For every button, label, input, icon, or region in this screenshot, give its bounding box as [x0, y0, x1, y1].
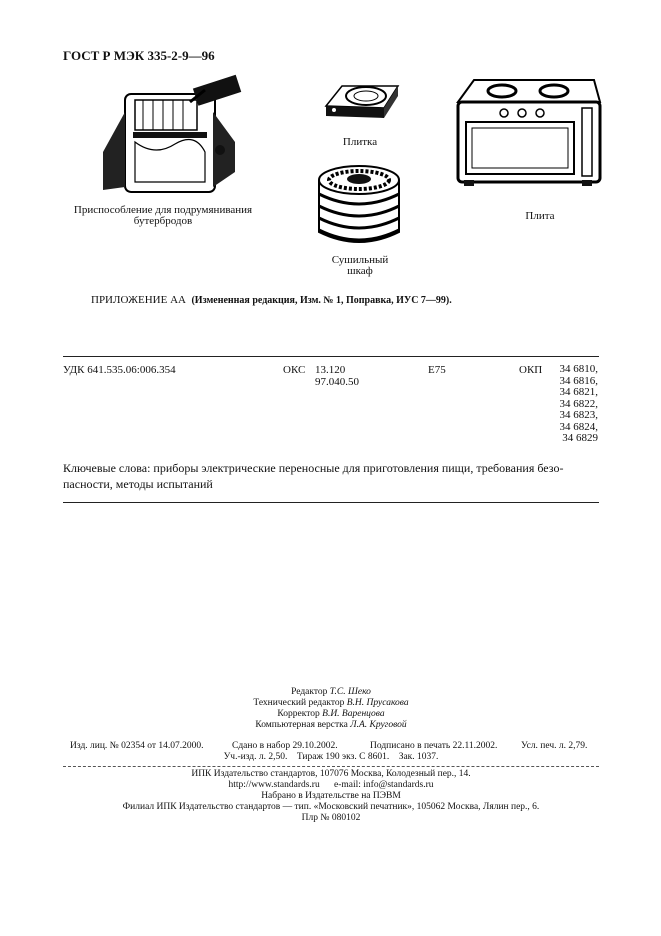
credit-layout [63, 720, 599, 730]
publisher-web: http://www.standards.ru [228, 780, 320, 790]
oks-label: ОКС [283, 364, 306, 376]
okp-code: 34 6816, [559, 374, 598, 387]
okp-code: 34 6821, [559, 386, 598, 398]
publisher-line-3: Набрано в Издательстве на ПЭВМ [261, 791, 401, 801]
toaster-caption-line-2: бутербродов [133, 215, 193, 227]
oks-code-1: 13.120 [315, 364, 346, 376]
credit-role: Редактор [291, 687, 328, 697]
okp-code-list [540, 364, 598, 445]
dryer-caption-line-2: шкаф [347, 265, 373, 277]
bottom-rule [63, 502, 599, 503]
publisher-line-1: ИПК Издательство стандартов, 107076 Москва, Колодезный пер., 14. [191, 769, 471, 779]
dashed-separator [63, 766, 599, 767]
toaster-caption-line-1: Приспособление для подрумянивания [73, 204, 253, 216]
credit-name: Л.А. Круговой [350, 720, 407, 730]
keywords-line-2: пасности, методы испытаний [63, 477, 213, 491]
credit-role: Компьютерная верстка [255, 720, 348, 730]
credit-name: В.И. Варенцова [322, 709, 385, 719]
credit-name: Т.С. Шеко [329, 687, 371, 697]
credit-corrector [63, 709, 599, 719]
credit-role: Технический редактор [253, 698, 345, 708]
hotplate-caption: Плитка [342, 136, 378, 148]
toaster-illustration [95, 72, 255, 197]
imprint-license: Изд. лиц. № 02354 от 14.07.2000. [70, 741, 204, 751]
okp-code: 34 6824, [559, 420, 598, 433]
credit-tech-editor [63, 698, 599, 708]
oks-code-2: 97.040.50 [315, 376, 359, 388]
appendix-note: (Измененная редакция, Изм. № 1, Поправка, ИУС 7—99). [191, 295, 452, 306]
publisher-contacts [63, 780, 599, 790]
stove-caption: Плита [525, 210, 555, 222]
appendix-title: ПРИЛОЖЕНИЕ АА [91, 294, 186, 306]
e-code: Е75 [428, 364, 446, 376]
okp-label: ОКП [519, 364, 543, 376]
imprint-print-sheets: Усл. печ. л. 2,79. [521, 741, 588, 751]
document-code: ГОСТ Р МЭК 335-2-9—96 [63, 48, 215, 63]
publisher-email: e-mail: info@standards.ru [333, 780, 434, 790]
dryer-caption-line-1: Сушильный [331, 254, 389, 266]
imprint-line-2: Уч.-изд. л. 2,50. Тираж 190 экз. С 8601. Зак. 1037. [223, 752, 439, 762]
okp-code: 34 6810, [559, 363, 598, 375]
imprint-sent: Сдано в набор 29.10.2002. [232, 741, 338, 751]
stove-illustration [454, 74, 604, 189]
okp-code: 34 6829 [562, 432, 598, 444]
credit-editor [63, 687, 599, 697]
hotplate-illustration [322, 78, 402, 126]
top-rule [63, 356, 599, 357]
okp-code: 34 6823, [559, 409, 598, 421]
publisher-line-5: Плр № 080102 [301, 813, 361, 823]
dryer-illustration [312, 160, 407, 250]
appendix-line [91, 294, 452, 307]
imprint-signed: Подписано в печать 22.11.2002. [370, 741, 498, 751]
keywords-line-1: Ключевые слова: приборы электрические переносные для приготовления пищи, требования безо- [63, 461, 564, 475]
credit-role: Корректор [277, 709, 320, 719]
udk-code: УДК 641.535.06:006.354 [63, 364, 176, 376]
credit-name: В.Н. Прусакова [346, 698, 409, 708]
publisher-line-4: Филиал ИПК Издательство стандартов — тип. «Московский печатник», 105062 Москва, Лялин пер., 6. [122, 802, 540, 812]
okp-code: 34 6822, [559, 397, 598, 410]
